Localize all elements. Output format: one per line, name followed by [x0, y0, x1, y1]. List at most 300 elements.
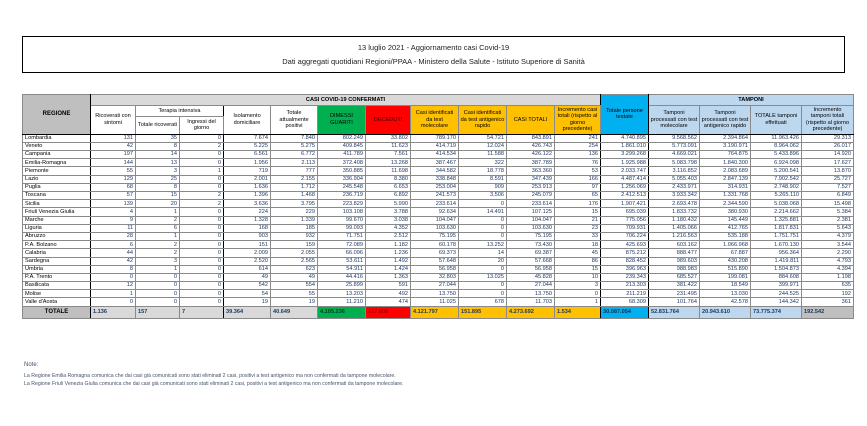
cell: 2	[180, 192, 224, 200]
cell: 223.829	[318, 200, 366, 208]
cell: 706.224	[601, 232, 649, 240]
table-header	[23, 95, 854, 135]
cell: 414.534	[411, 151, 459, 159]
cell: 32.803	[411, 273, 459, 281]
cell: 1.256.069	[601, 183, 649, 191]
cell: 7.902.542	[751, 175, 802, 183]
col-incremento-tamponi: Incremento tamponi totali (rispetto al giorno precedente)	[802, 106, 854, 135]
cell: 11.698	[366, 167, 411, 175]
cell: 1.861.010	[601, 142, 649, 150]
table-row	[23, 224, 854, 232]
cell: 199.081	[700, 273, 751, 281]
cell: 387.467	[411, 159, 459, 167]
col-ricoverati: Ricoverati con sintomi	[91, 106, 136, 135]
cell: 131	[91, 134, 136, 142]
cell: 33.802	[366, 134, 411, 142]
cell: 414.719	[411, 142, 459, 150]
region-name: Friuli Venezia Giulia	[23, 208, 91, 216]
cell: 54.721	[459, 134, 507, 142]
cell: 14	[459, 249, 507, 257]
cell: 1	[136, 208, 180, 216]
cell: 1.833.732	[649, 208, 700, 216]
cell: 0	[180, 151, 224, 159]
cell: 1.331.768	[700, 192, 751, 200]
banner-tamponi: TAMPONI	[649, 95, 854, 106]
cell-totale-positivi: 40.649	[271, 306, 318, 318]
cell: 336.904	[318, 175, 366, 183]
cell: 53.611	[318, 257, 366, 265]
cell: 372.408	[318, 159, 366, 167]
cell: 6.849	[802, 192, 854, 200]
cell: 0	[136, 290, 180, 298]
col-isolamento: Isolamento domiciliare	[224, 106, 271, 135]
cell: 8.591	[459, 175, 507, 183]
cell: 20	[136, 200, 180, 208]
col-deceduti: DECEDUTI	[366, 106, 411, 135]
cell: 4.669.021	[649, 151, 700, 159]
region-name: Lombardia	[23, 134, 91, 142]
region-name: Campania	[23, 151, 91, 159]
cell: 224	[224, 208, 271, 216]
cell: 8	[91, 265, 136, 273]
cell: 19	[224, 298, 271, 306]
cell: 103.630	[411, 224, 459, 232]
cell: 42	[91, 142, 136, 150]
col-dimessi-guariti: DIMESSI GUARITI	[318, 106, 366, 135]
cell: 11.703	[507, 298, 555, 306]
cell: 3	[136, 167, 180, 175]
cell: 2.113	[271, 159, 318, 167]
cell: 236.719	[318, 192, 366, 200]
cell: 13	[136, 159, 180, 167]
cell: 932	[271, 232, 318, 240]
cell: 66.096	[318, 249, 366, 257]
table-row	[23, 257, 854, 265]
cell: 103.108	[318, 208, 366, 216]
cell: 67.887	[700, 249, 751, 257]
cell: 0	[555, 290, 601, 298]
cell: 1.840.300	[700, 159, 751, 167]
cell: 0	[180, 232, 224, 240]
cell: 12.024	[459, 142, 507, 150]
col-tamponi-totale: TOTALE tamponi effettuati	[751, 106, 802, 135]
cell: 4	[91, 208, 136, 216]
cell: 4.740.895	[601, 134, 649, 142]
region-name: Emilia-Romagna	[23, 159, 91, 167]
cell: 233.614	[411, 200, 459, 208]
cell: 623	[271, 265, 318, 273]
cell: 35	[136, 134, 180, 142]
cell: 11.588	[459, 151, 507, 159]
cell: 843.891	[507, 134, 555, 142]
cell: 5.643	[802, 224, 854, 232]
cell: 176	[555, 200, 601, 208]
cell: 1.236	[366, 249, 411, 257]
cell: 430.208	[700, 257, 751, 265]
cell: 2.520	[224, 257, 271, 265]
cell: 15	[136, 192, 180, 200]
cell: 144.342	[751, 298, 802, 306]
cell: 350.885	[318, 167, 366, 175]
cell: 903	[224, 232, 271, 240]
cell: 0	[180, 208, 224, 216]
cell: 241.573	[411, 192, 459, 200]
cell: 1.182	[366, 241, 411, 249]
cell: 1.180.432	[649, 216, 700, 224]
cell: 241	[555, 134, 601, 142]
cell: 73.430	[507, 241, 555, 249]
cell: 3.795	[271, 200, 318, 208]
table-body	[23, 134, 854, 306]
cell: 3.116.852	[649, 167, 700, 175]
cell: 0	[136, 273, 180, 281]
cell: 1.712	[271, 183, 318, 191]
cell: 253.913	[507, 183, 555, 191]
cell: 695.039	[601, 208, 649, 216]
cell: 6.924.098	[751, 159, 802, 167]
cell: 2.214.662	[751, 208, 802, 216]
cell: 3.636	[224, 200, 271, 208]
region-name: Basilicata	[23, 282, 91, 290]
region-name: Piemonte	[23, 167, 91, 175]
cell: 989.603	[649, 257, 700, 265]
cell-totale-isolamento: 39.364	[224, 306, 271, 318]
cell: 136	[555, 151, 601, 159]
cell: 6	[91, 241, 136, 249]
table-row	[23, 282, 854, 290]
cell: 2.412.513	[601, 192, 649, 200]
cell: 231.495	[649, 290, 700, 298]
cell: 685.527	[649, 273, 700, 281]
cell: 12	[91, 282, 136, 290]
cell: 245.548	[318, 183, 366, 191]
cell: 603.162	[649, 241, 700, 249]
cell: 107.125	[507, 208, 555, 216]
table-row	[23, 142, 854, 150]
cell: 8	[136, 183, 180, 191]
cell: 535.188	[700, 232, 751, 240]
cell: 0	[91, 298, 136, 306]
cell: 13.870	[802, 167, 854, 175]
cell: 26.017	[802, 142, 854, 150]
col-regione: REGIONE	[23, 95, 91, 135]
region-name: P.A. Bolzano	[23, 241, 91, 249]
cell: 789.170	[411, 134, 459, 142]
cell: 0	[180, 249, 224, 257]
cell: 45.828	[507, 273, 555, 281]
cell: 5.275	[271, 142, 318, 150]
cell: 3.038	[366, 216, 411, 224]
cell: 97	[555, 183, 601, 191]
table-row	[23, 159, 854, 167]
region-name: Calabria	[23, 249, 91, 257]
cell: 2.344.590	[700, 200, 751, 208]
cell: 884.608	[751, 273, 802, 281]
cell: 0	[180, 241, 224, 249]
cell: 14.920	[802, 151, 854, 159]
cell: 42	[91, 257, 136, 265]
cell: 387.789	[507, 159, 555, 167]
cell: 344.582	[411, 167, 459, 175]
cell: 4.379	[802, 232, 854, 240]
cell: 159	[271, 241, 318, 249]
cell: 75.195	[507, 232, 555, 240]
cell: 2.055	[271, 249, 318, 257]
cell: 322	[459, 159, 507, 167]
cell: 49	[224, 273, 271, 281]
cell: 11.210	[318, 298, 366, 306]
cell: 0	[180, 282, 224, 290]
table-row	[23, 290, 854, 298]
cell: 0	[180, 183, 224, 191]
cell: 1.956	[224, 159, 271, 167]
region-name: Molise	[23, 290, 91, 298]
cell: 314.931	[700, 183, 751, 191]
cell: 15.498	[802, 200, 854, 208]
cell: 2	[180, 200, 224, 208]
cell: 6.772	[271, 151, 318, 159]
cell: 14.491	[459, 208, 507, 216]
cell: 68	[91, 183, 136, 191]
cell: 2	[136, 241, 180, 249]
cell: 828.452	[601, 257, 649, 265]
cell: 54	[224, 290, 271, 298]
cell: 3.788	[366, 208, 411, 216]
cell-totale-casi-antigenico: 151.895	[459, 306, 507, 318]
cell: 25.899	[318, 282, 366, 290]
cell: 13.025	[459, 273, 507, 281]
cell: 151	[224, 241, 271, 249]
cell-totale-casi: 4.273.692	[507, 306, 555, 318]
cell: 361	[802, 298, 854, 306]
cell: 4.487.414	[601, 175, 649, 183]
table-row	[23, 208, 854, 216]
cell: 381.422	[649, 282, 700, 290]
cell: 554	[271, 282, 318, 290]
report-subtitle: Dati aggregati quotidiani Regioni/PPAA - Ministero della Salute - Istituto Superiore di Sanità	[282, 57, 585, 67]
cell: 0	[459, 265, 507, 273]
table-row	[23, 134, 854, 142]
cell: 7.674	[224, 134, 271, 142]
cell: 0	[136, 298, 180, 306]
region-name: Liguria	[23, 224, 91, 232]
cell: 2.394.864	[700, 134, 751, 142]
cell: 0	[180, 224, 224, 232]
cell: 213.303	[601, 282, 649, 290]
cell: 55	[91, 167, 136, 175]
cell: 6	[136, 224, 180, 232]
region-name: Marche	[23, 216, 91, 224]
cell: 2	[136, 216, 180, 224]
cell: 426.743	[507, 142, 555, 150]
cell: 0	[180, 257, 224, 265]
cell: 0	[459, 282, 507, 290]
col-ti-totale: Totale ricoverati	[136, 116, 180, 134]
cell: 9	[91, 216, 136, 224]
cell: 0	[180, 175, 224, 183]
banner-casi-confermati: CASI COVID-19 CONFERMATI	[91, 95, 601, 106]
cell: 92.634	[411, 208, 459, 216]
cell: 2.512	[366, 232, 411, 240]
cell: 399.971	[751, 282, 802, 290]
cell: 5.055.403	[649, 175, 700, 183]
table-row	[23, 200, 854, 208]
col-terapia-intensiva: Terapia intensiva	[136, 106, 224, 117]
cell: 635	[802, 282, 854, 290]
cell: 0	[459, 200, 507, 208]
note-line: La Regione Emilia Romagna comunica che dai casi già comunicati sono stati eliminati 2 casi, positivi a test antigenico ma non confermati da tampone molecolare.	[24, 373, 396, 379]
cell: 1.405.066	[649, 224, 700, 232]
cell: 380.930	[700, 208, 751, 216]
cell: 988.983	[649, 265, 700, 273]
cell-totale-ricoverati: 1.136	[91, 306, 136, 318]
cell: 2.433.971	[649, 183, 700, 191]
cell: 69.373	[411, 249, 459, 257]
region-name: Veneto	[23, 142, 91, 150]
cell: 9.568.562	[649, 134, 700, 142]
cell: 23	[555, 224, 601, 232]
cell-totale-tamponi: 73.775.374	[751, 306, 802, 318]
cell: 68.309	[601, 298, 649, 306]
cell: 2.083.689	[700, 167, 751, 175]
cell: 6.892	[366, 192, 411, 200]
cell: 909	[459, 183, 507, 191]
cell: 13.252	[459, 241, 507, 249]
col-casi-antigenico: Casi identificati da test antigenico rapido	[459, 106, 507, 135]
cell: 3.933.342	[649, 192, 700, 200]
cell: 15	[555, 208, 601, 216]
cell: 2.290	[802, 249, 854, 257]
cell: 18.549	[700, 282, 751, 290]
cell: 338.848	[411, 175, 459, 183]
cell: 25.727	[802, 175, 854, 183]
cell: 6.653	[366, 183, 411, 191]
cell: 0	[136, 282, 180, 290]
cell: 17.627	[802, 159, 854, 167]
cell: 1.504.873	[751, 265, 802, 273]
cell: 18.778	[459, 167, 507, 175]
cell: 1.419.811	[751, 257, 802, 265]
cell: 185	[271, 224, 318, 232]
cell: 5.038.068	[751, 200, 802, 208]
cell: 99.670	[318, 216, 366, 224]
totals-row	[23, 306, 854, 318]
cell: 11.623	[366, 142, 411, 150]
title-box	[22, 36, 845, 73]
cell: 6.561	[224, 151, 271, 159]
cell-totale-casi-molecolare: 4.121.797	[411, 306, 459, 318]
cell: 144	[91, 159, 136, 167]
cell: 396.963	[601, 265, 649, 273]
cell: 139	[91, 200, 136, 208]
cell: 2.565	[271, 257, 318, 265]
cell: 5.265.110	[751, 192, 802, 200]
cell: 764.875	[700, 151, 751, 159]
cell: 0	[180, 298, 224, 306]
cell: 1	[91, 290, 136, 298]
cell: 18	[555, 241, 601, 249]
region-name: P.A. Trento	[23, 273, 91, 281]
cell: 5.200.541	[751, 167, 802, 175]
cell: 5.433.896	[751, 151, 802, 159]
cell: 956.364	[751, 249, 802, 257]
cell: 42.578	[700, 298, 751, 306]
cell: 4.352	[366, 224, 411, 232]
cell: 1.216.563	[649, 232, 700, 240]
col-attualmente-positivi: Totale attualmente positivi	[271, 106, 318, 135]
cell: 0	[180, 134, 224, 142]
cell: 614	[224, 265, 271, 273]
cell: 44.416	[318, 273, 366, 281]
region-name: Valle d'Aosta	[23, 298, 91, 306]
cell: 1.339	[271, 216, 318, 224]
cell: 244.525	[751, 290, 802, 298]
cell: 1	[136, 265, 180, 273]
cell: 888.477	[649, 249, 700, 257]
cell: 1.636	[224, 183, 271, 191]
cell: 145.449	[700, 216, 751, 224]
note-block	[24, 362, 844, 389]
cell: 1.670.130	[751, 241, 802, 249]
cell: 542	[224, 282, 271, 290]
cell: 99.093	[318, 224, 366, 232]
cell: 1.492	[366, 257, 411, 265]
cell: 29.313	[802, 134, 854, 142]
cell: 1.198	[802, 273, 854, 281]
region-name: Puglia	[23, 183, 91, 191]
cell: 75.195	[411, 232, 459, 240]
cell: 15	[555, 265, 601, 273]
cell-totale-incremento-tamponi: 192.542	[802, 306, 854, 318]
cell: 777	[271, 167, 318, 175]
cell: 0	[91, 273, 136, 281]
cell: 11	[91, 224, 136, 232]
cell: 3.506	[459, 192, 507, 200]
table-row	[23, 273, 854, 281]
cell: 211.219	[601, 290, 649, 298]
cell: 5.083.798	[649, 159, 700, 167]
cell: 719	[224, 167, 271, 175]
cell: 5.990	[366, 200, 411, 208]
cell: 515.890	[700, 265, 751, 273]
cell: 2.033.747	[601, 167, 649, 175]
cell: 28	[91, 232, 136, 240]
cell: 55	[271, 290, 318, 298]
cell: 492	[366, 290, 411, 298]
cell: 1.325.881	[751, 216, 802, 224]
cell: 2.009	[224, 249, 271, 257]
cell: 254	[555, 142, 601, 150]
cell: 168	[224, 224, 271, 232]
cell: 3	[555, 282, 601, 290]
cell: 347.439	[507, 175, 555, 183]
cell: 802.249	[318, 134, 366, 142]
cell: 53	[555, 167, 601, 175]
cell: 1.066.968	[700, 241, 751, 249]
cell: 3.544	[802, 241, 854, 249]
cell: 1.751.751	[751, 232, 802, 240]
cell: 13.750	[507, 290, 555, 298]
cell-totale-incremento-casi: 1.534	[555, 306, 601, 318]
report-date-title: 13 luglio 2021 - Aggiornamento casi Covid-19	[357, 42, 510, 52]
cell-totale-tamponi-molecolare: 52.831.764	[649, 306, 700, 318]
cell: 239.343	[601, 273, 649, 281]
cell: 2.693.478	[649, 200, 700, 208]
cell: 233.614	[507, 200, 555, 208]
region-name: Abruzzo	[23, 232, 91, 240]
cell: 20	[459, 257, 507, 265]
cell: 13.750	[411, 290, 459, 298]
